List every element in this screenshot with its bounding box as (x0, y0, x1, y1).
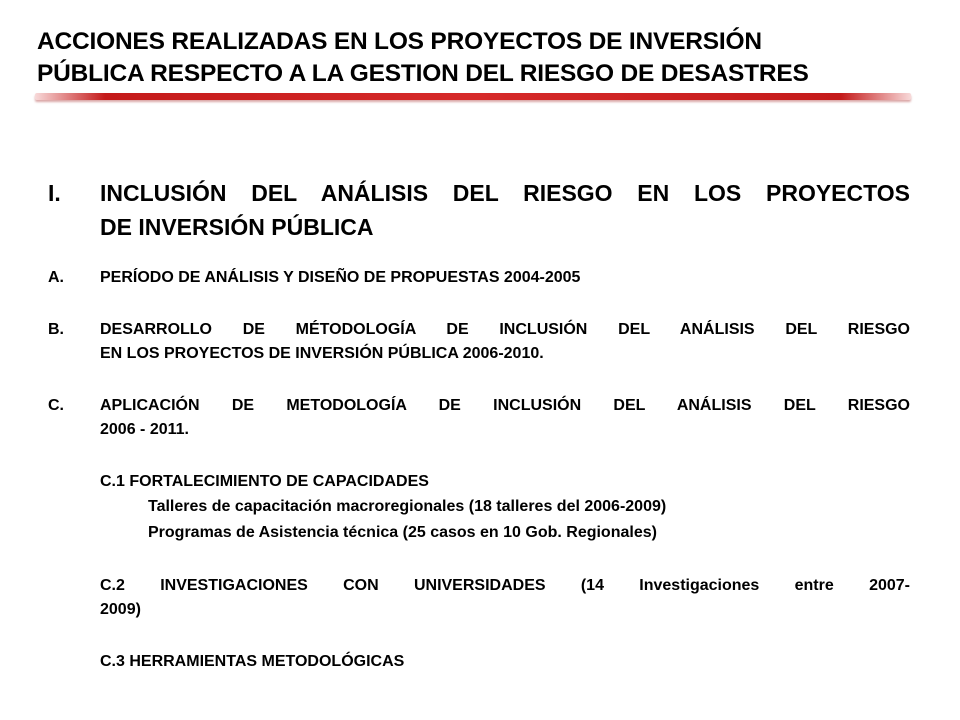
subitem-c3-title: C.3 HERRAMIENTAS METODOLÓGICAS (100, 653, 405, 670)
slide-title-line-1: ACCIONES REALIZADAS EN LOS PROYECTOS DE INVERSIÓN (37, 28, 762, 55)
list-item-a-text (100, 266, 910, 290)
section-heading-text (100, 176, 910, 244)
title-underline (35, 93, 911, 100)
list-item-b-text (100, 318, 910, 366)
list-item-b-line-1: DESARROLLO DE MÉTODOLOGÍA DE INCLUSIÓN DEL ANÁLISIS DEL RIESGO (100, 321, 910, 338)
subitem-c2-line-1: C.2 INVESTIGACIONES CON UNIVERSIDADES (14 Investigaciones entre 2007- (100, 577, 910, 594)
list-item-b-line-2: EN LOS PROYECTOS DE INVERSIÓN PÚBLICA 2006-2010. (100, 345, 544, 362)
slide-title (37, 26, 917, 90)
subitem-c2-line-2: 2009) (100, 601, 141, 618)
list-item-c-marker: C. (48, 397, 64, 414)
slide-title-line-2: PÚBLICA RESPECTO A LA GESTION DEL RIESGO DE DESASTRES (37, 60, 809, 87)
section-marker: I. (48, 180, 61, 206)
section-heading-line-1: INCLUSIÓN DEL ANÁLISIS DEL RIESGO EN LOS PROYECTOS (100, 180, 910, 206)
list-item-c-line-1: APLICACIÓN DE METODOLOGÍA DE INCLUSIÓN DEL ANÁLISIS DEL RIESGO (100, 397, 910, 414)
subitem-c1-detail-2: Programas de Asistencia técnica (25 casos en 10 Gob. Regionales) (148, 524, 657, 541)
list-item-c-text (100, 394, 910, 442)
subitem-c1-detail-1: Talleres de capacitación macroregionales (18 talleres del 2006-2009) (148, 498, 667, 515)
subitem-c2 (100, 574, 910, 622)
section-heading-line-2: DE INVERSIÓN PÚBLICA (100, 214, 374, 240)
list-item-a-marker: A. (48, 269, 64, 286)
list-item-b-marker: B. (48, 321, 64, 338)
list-item-a-line-1: PERÍODO DE ANÁLISIS Y DISEÑO DE PROPUESTAS 2004-2005 (100, 269, 581, 286)
list-item-c-line-2: 2006 - 2011. (100, 421, 189, 438)
subitem-c1-title: C.1 FORTALECIMIENTO DE CAPACIDADES (100, 473, 429, 490)
